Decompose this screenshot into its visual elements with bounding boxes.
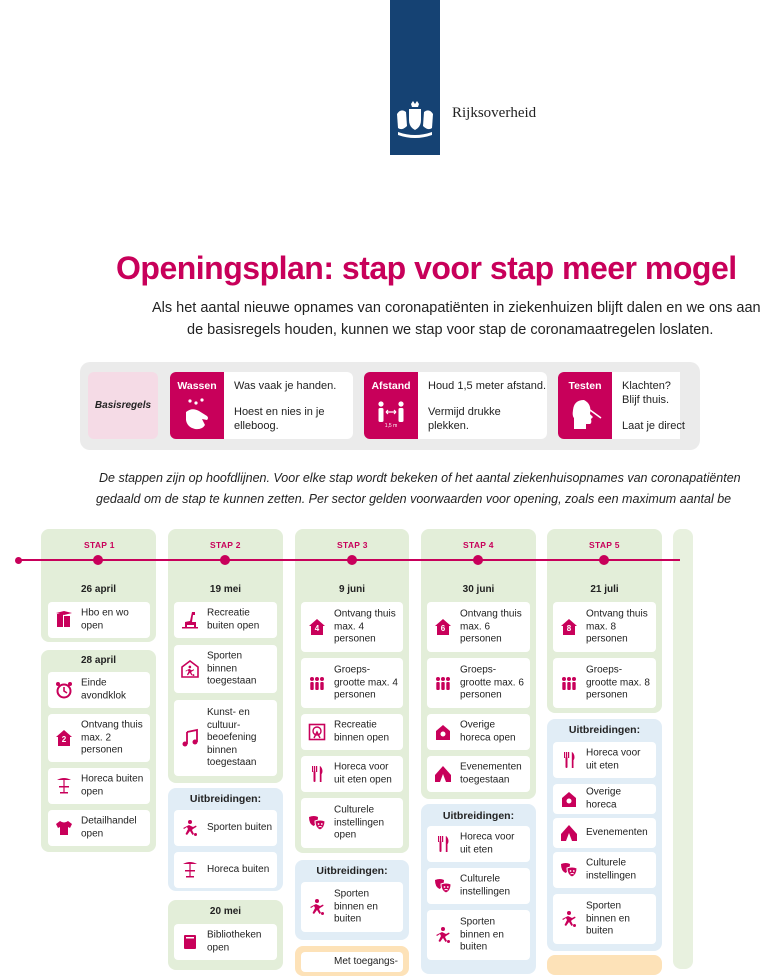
measure-card — [48, 768, 150, 804]
measure-text: Met toegangs- — [334, 956, 398, 967]
step-6-panel-edge — [673, 529, 693, 969]
timeline-dot — [93, 555, 103, 565]
sports-indoor-icon — [560, 910, 578, 928]
rule-head: Testen — [568, 380, 602, 392]
step-label: STAP 4 — [463, 540, 494, 550]
measure-text: Sporten buiten — [207, 821, 273, 833]
note-line-2: gedaald om de stap te kunnen zetten. Per sector gelden voorwaarden voor opening, zoals een maximum aantal be — [96, 492, 732, 506]
measure-card — [301, 602, 403, 652]
rule-text-2: Hoest en nies in je — [234, 406, 325, 418]
page-title: Openingsplan: stap voor stap meer mogel — [116, 250, 737, 286]
note-line-1: De stappen zijn op hoofdlijnen. Voor elke stap wordt bekeken of het aantal ziekenhuisopnames van coronapatiënten — [99, 471, 741, 485]
basisregels-label: Basisregels — [88, 372, 158, 439]
step-date: 19 mei — [209, 584, 242, 595]
measure-card — [553, 894, 656, 944]
alarm-clock-icon — [55, 681, 73, 699]
measure-card — [174, 645, 277, 693]
step-date: 9 juni — [338, 584, 366, 595]
rule-wassen — [170, 372, 353, 439]
measure-text: Sporten binnen en buiten — [460, 916, 504, 953]
step-label: STAP 1 — [84, 540, 115, 550]
rule-head: Afstand — [371, 380, 411, 392]
extensions-heading: Uitbreidingen: — [316, 865, 388, 877]
measure-card — [553, 658, 656, 708]
measure-text: Overige horeca open — [460, 719, 516, 743]
rule-head: Wassen — [177, 380, 217, 392]
measure-text: Hbo en wo open — [81, 607, 129, 631]
handwash-icon — [182, 398, 212, 432]
sports-outdoor-icon — [181, 819, 199, 837]
extensions-heading: Uitbreidingen: — [442, 810, 515, 822]
timeline-dot — [220, 555, 230, 565]
step-5-access-panel — [547, 955, 662, 975]
measure-card — [174, 924, 277, 960]
group-icon — [308, 674, 326, 692]
house-guests-count: 4 — [314, 624, 320, 633]
measure-text: Horeca voor uit eten open — [334, 761, 392, 785]
measure-card — [427, 714, 530, 750]
library-book-icon — [181, 933, 199, 951]
timeline-dot — [347, 555, 357, 565]
giraffe-icon — [181, 611, 199, 629]
measure-text: Horeca buiten open — [81, 773, 144, 797]
measure-card — [427, 756, 530, 792]
measure-card — [174, 810, 277, 846]
measure-card — [301, 756, 403, 792]
measure-card — [48, 672, 150, 708]
measure-card — [553, 742, 656, 778]
measure-text: Horeca voor uit eten — [586, 747, 641, 771]
house-guests-count: 8 — [566, 624, 572, 633]
study-books-icon — [55, 611, 73, 629]
measure-text: Culturele instellingen open — [334, 804, 385, 841]
extensions-heading: Uitbreidingen: — [568, 724, 641, 736]
measure-card — [174, 700, 277, 776]
cutlery-icon — [434, 835, 452, 853]
measure-card — [301, 798, 403, 848]
measure-text: Overige horeca — [586, 786, 622, 810]
measure-card — [427, 658, 530, 708]
step-label: STAP 5 — [589, 540, 620, 550]
measure-text: Horeca buiten — [207, 863, 270, 875]
measure-text: Groeps-grootte max. 6 personen — [460, 664, 524, 701]
theatre-masks-icon — [308, 814, 326, 832]
measure-text: Recreatie buiten open — [207, 607, 260, 631]
measure-text: Einde avondklok — [81, 677, 127, 701]
measure-card — [301, 952, 403, 972]
measure-card — [427, 826, 530, 862]
measure-card — [427, 910, 530, 960]
house-guests-icon — [55, 729, 73, 747]
house-guests-icon — [308, 618, 326, 636]
test-swab-icon — [570, 398, 602, 432]
group-icon — [560, 674, 578, 692]
house-guests-icon — [560, 618, 578, 636]
measure-text: Horeca voor uit eten — [460, 831, 515, 855]
measure-text: Ontvang thuis max. 2 personen — [81, 719, 143, 756]
measure-card — [553, 784, 656, 814]
measure-text: Ontvang thuis max. 6 personen — [460, 608, 522, 645]
terrace-table-icon — [55, 777, 73, 795]
house-guests-count: 6 — [440, 624, 446, 633]
rule-testen — [558, 372, 685, 439]
intro-line-2: de basisregels houden, kunnen we stap voor stap de coronamaatregelen loslaten. — [187, 322, 714, 338]
measure-card — [174, 602, 277, 638]
step-label: STAP 2 — [210, 540, 241, 550]
sports-indoor-icon — [308, 898, 326, 916]
org-name: Rijksoverheid — [452, 105, 537, 121]
intro-line-1: Als het aantal nieuwe opnames van coronapatiënten in ziekenhuizen blijft dalen en we ons aan — [152, 300, 761, 316]
tshirt-shop-icon — [55, 819, 73, 837]
music-note-icon — [181, 729, 199, 747]
measure-text: Ontvang thuis max. 4 personen — [334, 608, 396, 645]
measure-text: Groeps-grootte max. 8 personen — [586, 664, 650, 701]
extensions-heading: Uitbreidingen: — [189, 793, 262, 805]
step-date: 21 juli — [590, 584, 619, 595]
measure-card — [174, 852, 277, 888]
house-guests-count: 2 — [61, 735, 67, 744]
theatre-masks-icon — [560, 861, 578, 879]
distance-icon-caption: 1,5 m — [384, 423, 398, 429]
measure-card — [48, 714, 150, 762]
measure-text: Culturele instellingen — [586, 857, 637, 881]
attraction-icon — [308, 723, 326, 741]
measure-text: Sporten binnen en buiten — [586, 900, 630, 937]
theatre-masks-icon — [434, 877, 452, 895]
rule-text-2: Vermijd drukke — [428, 406, 501, 418]
building-icon — [560, 790, 578, 808]
measure-text: Sporten binnen en buiten — [334, 888, 378, 925]
step-date: 20 mei — [209, 906, 242, 917]
rule-text-1: Houd 1,5 meter afstand. — [428, 380, 547, 392]
group-icon — [434, 674, 452, 692]
measure-text: Ontvang thuis max. 8 personen — [586, 608, 648, 645]
terrace-table-icon — [181, 861, 199, 879]
measure-card — [553, 818, 656, 848]
measure-card — [553, 602, 656, 652]
measure-card — [48, 810, 150, 846]
circus-tent-icon — [560, 824, 578, 842]
rule-text-1: Was vaak je handen. — [234, 380, 337, 392]
measure-card — [301, 882, 403, 932]
step-date: 28 april — [80, 655, 117, 666]
measure-text: Bibliotheken open — [207, 929, 262, 953]
measure-card — [301, 714, 403, 750]
rule-text-1: Klachten? — [622, 380, 671, 392]
rule-text-1b: Blijf thuis. — [622, 394, 670, 406]
measure-text: Sporten binnen toegestaan — [207, 650, 257, 687]
step-date: 26 april — [80, 584, 117, 595]
rule-text-2: Laat je direct — [622, 420, 685, 432]
step-label: STAP 3 — [337, 540, 368, 550]
measure-text: Culturele instellingen — [460, 873, 511, 897]
measure-text: Detailhandel open — [81, 815, 137, 839]
sports-indoor-icon — [434, 926, 452, 944]
measure-text: Recreatie binnen open — [334, 719, 390, 743]
measure-text: Groeps-grootte max. 4 personen — [334, 664, 398, 701]
measure-text: Evenementen — [586, 826, 648, 838]
building-icon — [434, 723, 452, 741]
measure-card — [48, 602, 150, 638]
sports-indoor-icon — [181, 660, 199, 678]
measure-card — [301, 658, 403, 708]
measure-card — [427, 868, 530, 904]
measure-text: Kunst- en cultuur-beoefening binnen toegestaan — [207, 706, 257, 768]
measure-text: Evenementen toegestaan — [460, 761, 522, 785]
cutlery-icon — [560, 751, 578, 769]
measure-card — [553, 852, 656, 888]
timeline-start-dot — [15, 557, 22, 564]
timeline-dot — [473, 555, 483, 565]
cutlery-icon — [308, 765, 326, 783]
step-date: 30 juni — [462, 584, 495, 595]
measure-card — [427, 602, 530, 652]
house-guests-icon — [434, 618, 452, 636]
rule-text-3: elleboog. — [234, 420, 279, 432]
rule-text-3: plekken. — [428, 420, 469, 432]
rule-afstand — [364, 372, 547, 439]
circus-tent-icon — [434, 765, 452, 783]
timeline-dot — [599, 555, 609, 565]
coat-of-arms-icon — [392, 100, 438, 140]
